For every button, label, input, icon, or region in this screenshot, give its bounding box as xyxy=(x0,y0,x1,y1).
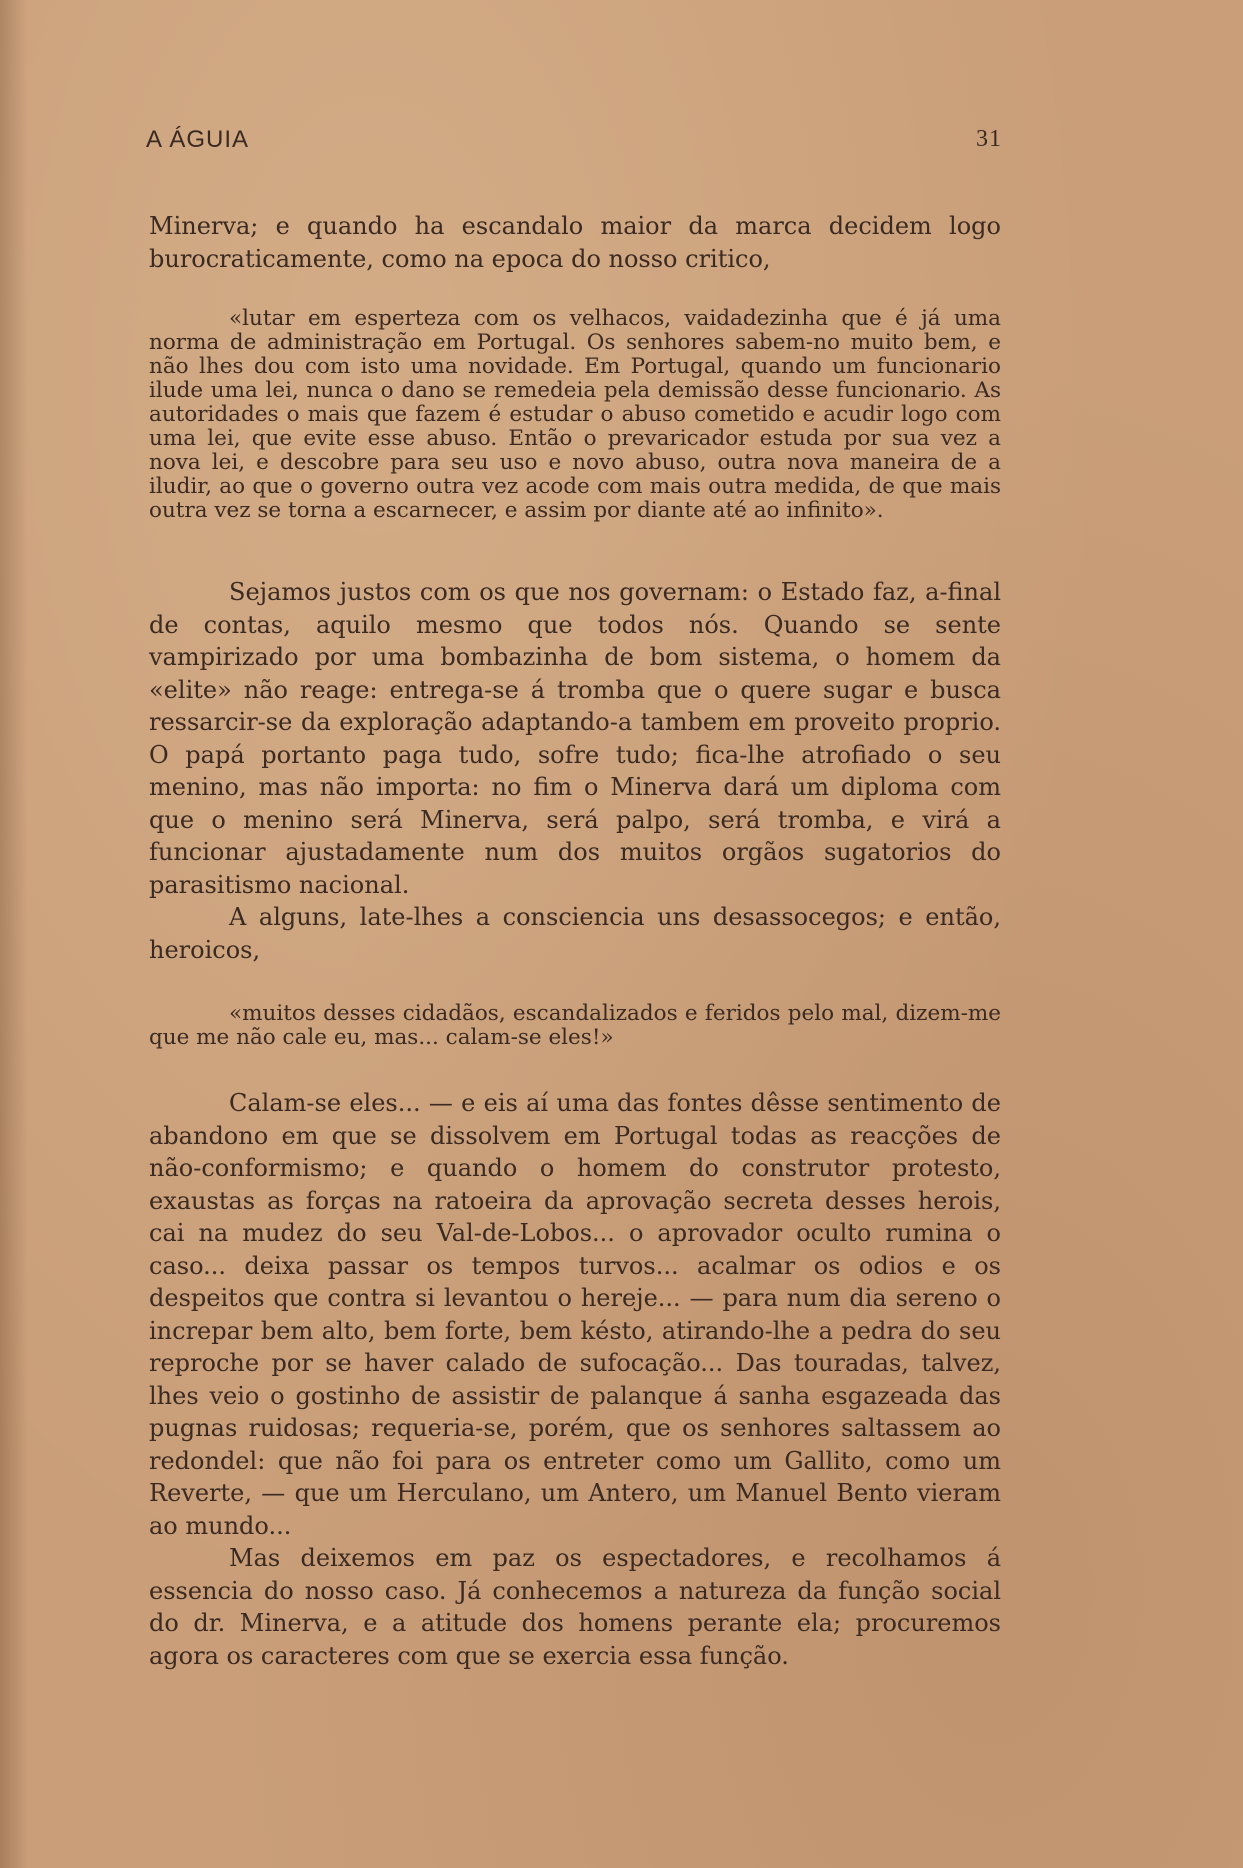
paragraph-text: Minerva; e quando ha escandalo maior da marca decidem logo burocraticamente, como na epoca do nosso critico, xyxy=(149,212,1001,273)
quote-1 xyxy=(149,307,1001,523)
quote-2 xyxy=(149,1002,1001,1050)
quote-text: «muitos desses cidadãos, escandalizados e feridos pelo mal, dizem-me que me não cale eu, mas... calam-se eles!» xyxy=(149,1001,1001,1050)
quote-text: «lutar em esperteza com os velhacos, vaidadezinha que é já uma norma de administração em Portugal. Os senhores sabem-no muito bem, e não lhes dou com isto uma novidade. Em Portugal, quando um funcionario ilude uma lei, nunca o dano se remedeia pela demissão desse funcionario. As autoridades o mais que fazem é estudar o abuso cometido e acudir logo com uma lei, que evite esse abuso. Então o prevaricador estuda por sua vez a nova lei, e descobre para seu uso e novo abuso, outra nova maneira de a iludir, ao que o governo outra vez acode com mais outra medida, de que mais outra vez se torna a escarnecer, e assim por diante até ao infinito». xyxy=(149,306,1001,523)
running-header xyxy=(146,122,1002,158)
paragraph-5: Mas deixemos em paz os espectadores, e recolhamos á essencia do nosso caso. Já conhecemos a natureza da função social do dr. Minerva, e a atitude dos homens perante ela; procuremos agora os caracteres com que se exercia essa função. xyxy=(149,1544,1001,1670)
page-number: 31 xyxy=(976,126,1002,152)
paragraphs-2-3 xyxy=(149,576,1001,966)
paragraph-1 xyxy=(149,210,1001,275)
paragraph-3: A alguns, late-lhes a consciencia uns desassocegos; e então, heroicos, xyxy=(149,903,1001,964)
journal-title: A ÁGUIA xyxy=(146,126,250,153)
paragraphs-4-5 xyxy=(149,1087,1001,1672)
paragraph-4: Calam-se eles... — e eis aí uma das fontes dêsse sentimento de abandono em que se dissolvem em Portugal todas as reacções de não-conformismo; e quando o homem do construtor protesto, exaustas as forças na ratoeira da aprovação secreta desses herois, cai na mudez do seu Val-de-Lobos... o aprovador oculto rumina o caso... deixa passar os tempos turvos... acalmar os odios e os despeitos que contra si levantou o hereje... — para num dia sereno o increpar bem alto, bem forte, bem késto, atirando-lhe a pedra do seu reproche por se haver calado de sufocação... Das touradas, talvez, lhes veio o gostinho de assistir de palanque á sanha esgazeada das pugnas ruidosas; requeria-se, porém, que os senhores saltassem ao redondel: que não foi para os entreter como um Gallito, como um Reverte, — que um Herculano, um Antero, um Manuel Bento vieram ao mundo... xyxy=(149,1089,1001,1540)
paragraph-2: Sejamos justos com os que nos governam: o Estado faz, a-final de contas, aquilo mesmo que todos nós. Quando se sente vampirizado por uma bombazinha de bom sistema, o homem da «elite» não reage: entrega-se á tromba que o quere sugar e busca ressarcir-se da exploração adaptando-a tambem em proveito proprio. O papá portanto paga tudo, sofre tudo; fica-lhe atrofiado o seu menino, mas não importa: no fim o Minerva dará um diploma com que o menino será Minerva, será palpo, será tromba, e virá a funcionar ajustadamente num dos muitos orgãos sugatorios do parasitismo nacional. xyxy=(149,578,1001,899)
